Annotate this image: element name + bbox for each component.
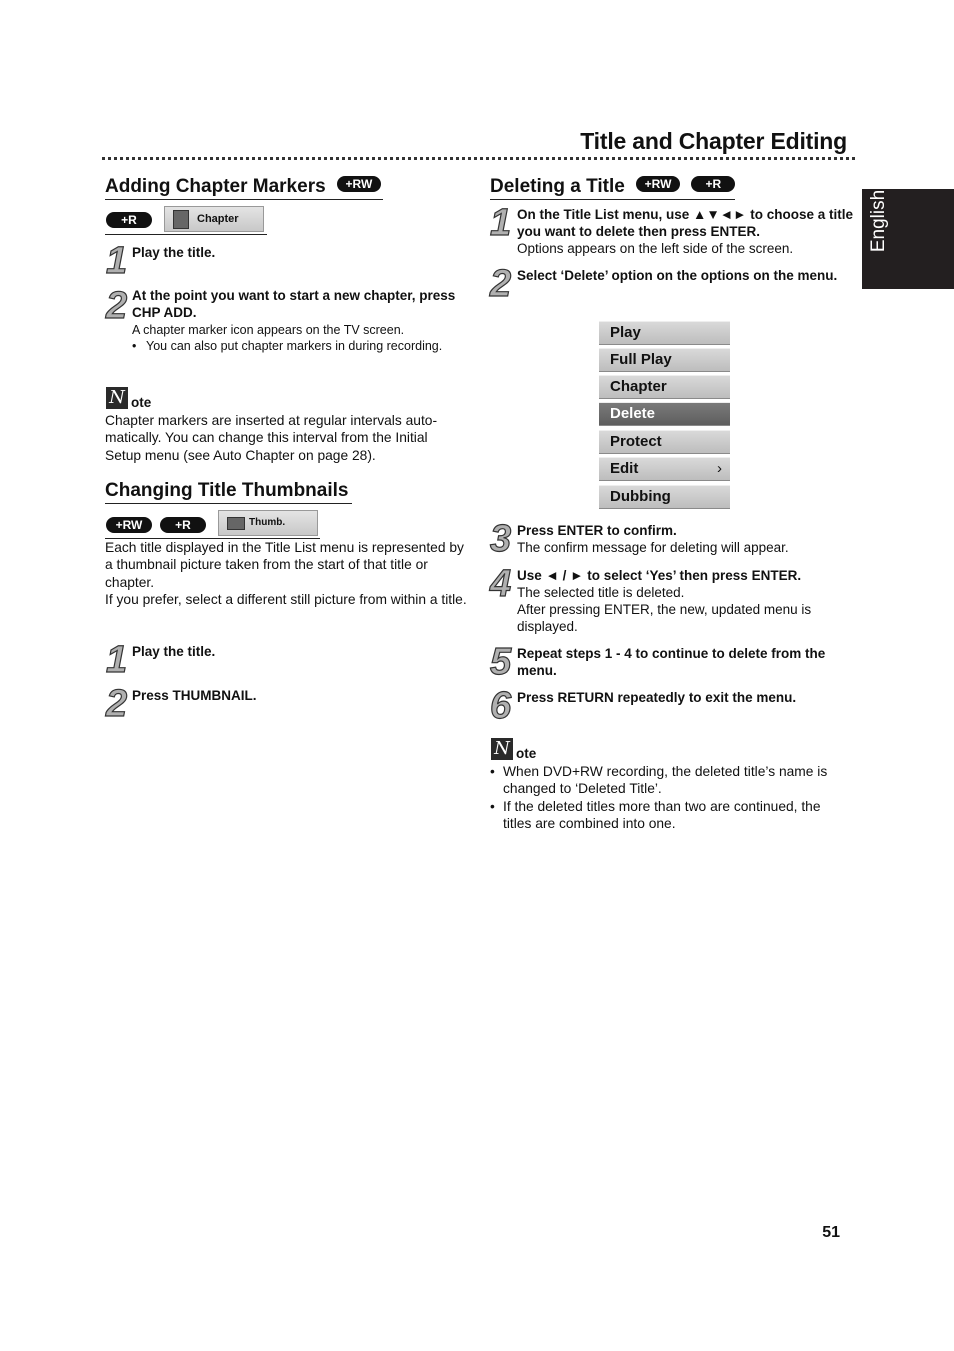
adding-step-2-text: At the point you want to start a new chapter, press CHP ADD. [132,288,456,320]
section-title-adding-chapter-markers [105,176,383,200]
delete-step-6-text: Press RETURN repeatedly to exit the menu. [517,690,797,705]
delete-step-4-detail-1: The selected title is deleted. [517,585,685,600]
chapter-note-text: Chapter markers are inserted at regular intervals auto-matically. You can change this interval from the Initial Setup menu (see Auto Chapter on page 28). [105,413,438,463]
thumbnails-paragraph-2: If you prefer, select a different still picture from within a title. [105,592,467,607]
menu-item-dubbing[interactable]: Dubbing [599,485,730,509]
step-number-2: 2 [106,285,127,327]
delete-step-3-detail: The confirm message for deleting will appear. [517,540,789,555]
step-number-1: 1 [490,202,511,244]
adding-step-1-text: Play the title. [132,245,216,260]
step-number-5: 5 [490,641,511,683]
menu-item-delete[interactable]: Delete [599,402,730,426]
bullet-dot: • [490,764,495,779]
menu-item-play[interactable]: Play [599,321,730,345]
language-tab-label: English [868,189,889,253]
camera-icon [227,517,245,530]
page-number: 51 [822,1224,840,1241]
step-number-2: 2 [106,683,127,725]
step-number-3: 3 [490,518,511,560]
delete-step-1-text: On the Title List menu, use ▲▼◄► to choose a title you want to delete then press ENTER. [517,207,853,239]
menu-item-edit[interactable]: Edit › [599,457,730,481]
chapter-chip-label: Chapter [197,213,239,225]
delete-step-3-text: Press ENTER to confirm. [517,523,677,538]
film-icon [173,210,189,229]
bullet-dot: • [490,799,495,814]
delete-note-bullet-2: • If the deleted titles more than two are continued, the titles are combined into one. [490,799,821,832]
chapter-osd-chip [164,206,264,232]
language-tab [862,189,954,289]
delete-step-4-text: Use ◄ / ► to select ‘Yes’ then press ENTER. [517,568,802,583]
disc-badge-plus-r: +R [106,212,152,228]
section-title-text: Adding Chapter Markers [105,176,326,197]
page-title: Title and Chapter Editing [580,128,847,154]
thumbnails-paragraph-1: Each title displayed in the Title List menu is represented by a thumbnail picture taken from the start of that title or chapter. [105,540,464,590]
delete-note-bullet-1: • When DVD+RW recording, the deleted title’s name is changed to ‘Deleted Title’. [490,764,828,797]
thumbnails-step-1-text: Play the title. [132,644,216,659]
menu-item-protect[interactable]: Protect [599,430,730,454]
thumb-osd-chip [218,510,318,536]
chip-underline [105,234,267,235]
disc-badge-plus-rw: +RW [106,517,152,533]
note-icon: N [106,387,128,409]
step-number-1: 1 [106,639,127,681]
delete-step-5-text: Repeat steps 1 - 4 to continue to delete from the menu. [517,646,826,678]
menu-item-full-play[interactable]: Full Play [599,348,730,372]
chevron-right-icon: › [717,460,722,477]
section-title-deleting-title [490,176,735,200]
disc-badge-plus-rw: +RW [337,176,381,192]
adding-step-2-bullet: • You can also put chapter markers in during recording. [132,339,443,353]
step-number-4: 4 [490,563,511,605]
adding-step-2-detail: A chapter marker icon appears on the TV screen. [132,323,405,337]
disc-badge-plus-rw: +RW [636,176,680,192]
header-divider [102,157,855,160]
section-title-text: Deleting a Title [490,176,625,197]
disc-badge-plus-r: +R [160,517,206,533]
delete-step-2-text: Select ‘Delete’ option on the options on the menu. [517,268,838,283]
thumb-chip-label: Thumb. [249,517,286,528]
step-number-1: 1 [106,240,127,282]
note-label: ote [131,395,152,410]
delete-step-4-detail-2: After pressing ENTER, the new, updated menu is displayed. [517,602,812,634]
disc-badge-plus-r: +R [691,176,735,192]
bullet-dot: • [132,339,137,353]
menu-item-chapter[interactable]: Chapter [599,375,730,399]
thumbnails-step-2-text: Press THUMBNAIL. [132,688,257,703]
delete-step-1-detail: Options appears on the left side of the screen. [517,241,794,256]
step-number-6: 6 [490,685,511,727]
step-number-2: 2 [490,263,511,305]
section-title-changing-thumbnails: Changing Title Thumbnails [105,480,352,504]
note-icon: N [491,738,513,760]
note-label: ote [516,746,537,761]
